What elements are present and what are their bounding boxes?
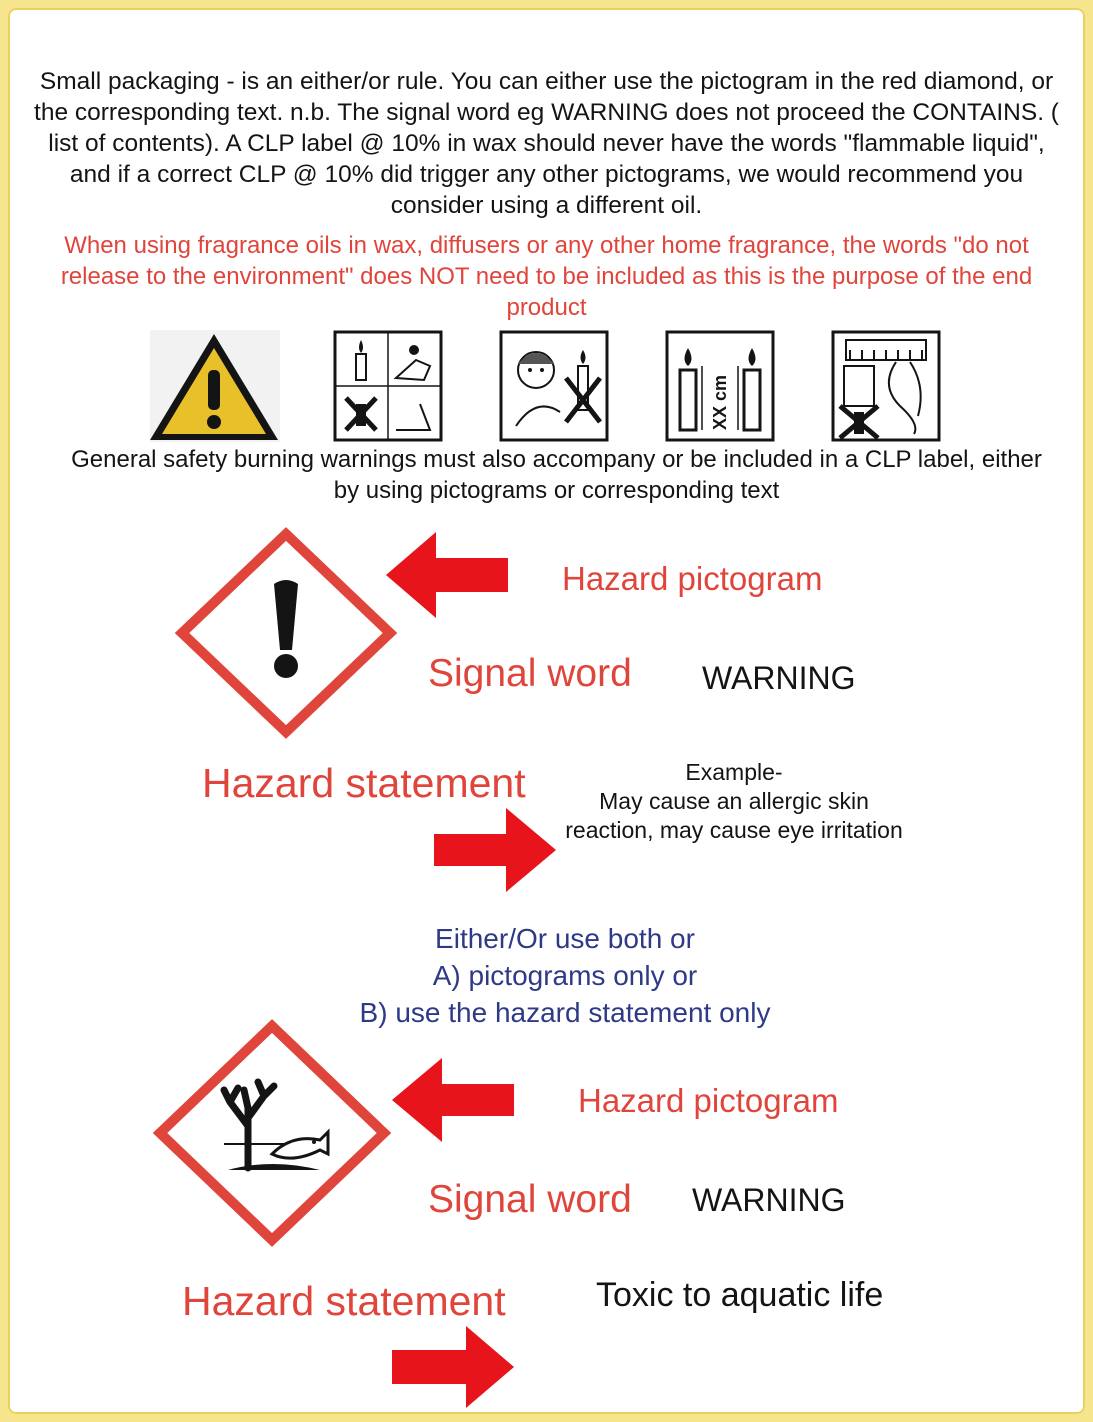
either-line-2: A) pictograms only or: [432, 960, 698, 991]
pictogram-arrow-left-icon-2: [392, 1058, 516, 1142]
keep-away-from-children-icon: [501, 332, 607, 440]
statement-arrow-right-icon: [434, 808, 556, 892]
statement-arrow-right-icon-2: [392, 1326, 514, 1408]
exclamation-hazard-pictogram: [174, 526, 398, 740]
signal-word-value-2: WARNING: [692, 1182, 846, 1218]
distance-label: XX cm: [710, 374, 730, 430]
environment-hazard-pictogram: [152, 1018, 392, 1248]
keep-distance-between-candles-icon: [667, 332, 773, 440]
hazard-statement-label: Hazard statement: [202, 760, 526, 806]
hazard-statement-label-2: Hazard statement: [182, 1278, 506, 1324]
example-title: Example-: [685, 759, 783, 785]
never-leave-candle-unattended-icon: [335, 332, 441, 440]
safety-icons-row: [0, 326, 1093, 446]
signal-word-label-2: Signal word: [428, 1178, 632, 1221]
home-fragrance-note: When using fragrance oils in wax, diffusers or any other home fragrance, the words "do not release to the environment" does NOT need to be included as this is the purpose of the end product: [60, 232, 1033, 321]
hazard-statement-value-2: Toxic to aquatic life: [596, 1276, 884, 1314]
keep-away-from-flammables-icon: [833, 332, 939, 440]
hazard-pictogram-label-2: Hazard pictogram: [578, 1082, 839, 1119]
example-statement: [560, 758, 908, 845]
hazard-pictogram-label: Hazard pictogram: [562, 560, 823, 597]
signal-word-value: WARNING: [702, 660, 856, 696]
intro-paragraph: Small packaging - is an either/or rule. You can either use the pictogram in the red diamond, or the corresponding text. n.b. The signal word eg WARNING does not proceed the CONTAINS. ( list of contents). A CLP label @ 10% in wax should never have the words "flammable liquid", and if a correct CLP @ 10% did trigger any other pictograms, we would recommend you consider using a different oil.: [34, 68, 1059, 219]
example-text: May cause an allergic skin reaction, may cause eye irritation: [565, 788, 903, 843]
either-line-1: Either/Or use both or: [435, 923, 695, 954]
either-line-3: B) use the hazard statement only: [359, 997, 771, 1028]
warning-triangle-icon: [150, 330, 280, 442]
either-or-note: [250, 920, 880, 1031]
pictogram-arrow-left-icon: [386, 532, 510, 618]
safety-warnings-caption: General safety burning warnings must also accompany or be included in a CLP label, either by using pictograms or corresponding text: [71, 446, 1042, 504]
signal-word-label: Signal word: [428, 652, 632, 695]
